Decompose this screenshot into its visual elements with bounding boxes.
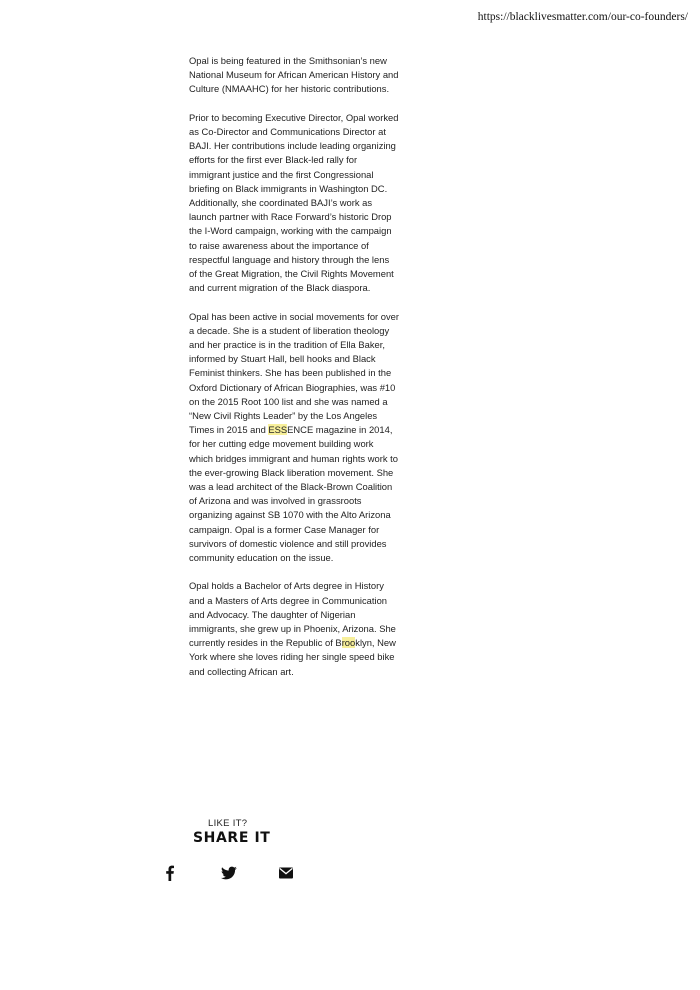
text-segment: Opal has been active in social movements for over a decade. She is a student of liberation theology and her practice is in the tradition of Ella Baker, informed by Stuart Hall, bell hooks and Black Feminist thinkers. She has been published in the Oxford Dictionary of African Biographies, was #10 on the 2015 Root 100 list and she was named a “New Civil Rights Leader” by the Los Angeles Times in 2015 and <box>189 310 399 436</box>
text-segment: klyn, New York where she loves riding her single speed bike and collecting African art. <box>189 637 396 677</box>
facebook-icon <box>162 865 178 881</box>
share-section <box>193 818 270 846</box>
search-highlight: roo <box>341 637 356 649</box>
article-body <box>189 54 399 693</box>
share-it-heading: SHARE IT <box>193 830 271 846</box>
envelope-icon <box>278 865 294 881</box>
facebook-share-button[interactable] <box>162 865 178 881</box>
twitter-icon <box>221 865 237 881</box>
search-highlight: ESS <box>268 424 288 436</box>
paragraph-baji: Prior to becoming Executive Director, Opal worked as Co-Director and Communications Director at BAJI. Her contributions include leading organizing efforts for the first ever Black-led rally for immigrant justice and the first Congressional briefing on Black immigrants in Washington DC. Additionally, she coordinated BAJI’s work as launch partner with Race Forward’s historic Drop the I-Word campaign, working with the campaign to raise awareness about the importance of respectful language and history through the lens of the Great Migration, the Civil Rights Movement and current migration of the Black diaspora. <box>189 111 399 294</box>
paragraph-nmaahc: Opal is being featured in the Smithsonian’s new National Museum for African American History and Culture (NMAAHC) for her historic contributions. <box>189 55 399 95</box>
page-url: https://blacklivesmatter.com/our-co-founders/ <box>477 11 688 23</box>
email-share-button[interactable] <box>278 865 294 881</box>
paragraph-education <box>189 579 399 678</box>
text-segment: Opal holds a Bachelor of Arts degree in History and a Masters of Arts degree in Communication and Advocacy. The daughter of Nigerian immigrants, she grew up in Phoenix, Arizona. She currently resides in the Republic of B <box>189 580 396 649</box>
like-it-label: LIKE IT? <box>208 818 248 829</box>
text-segment: ENCE magazine in 2014, for her cutting edge movement building work which bridges immigrant and human rights work to the ever-growing Black liberation movement. She was a lead architect of the Black-Brown Coalition of Arizona and was involved in grassroots organizing against SB 1070 with the Alto Arizona campaign. Opal is a former Case Manager for survivors of domestic violence and still provides community education on the issue. <box>189 424 398 564</box>
paragraph-movements <box>189 310 399 566</box>
twitter-share-button[interactable] <box>221 865 237 881</box>
